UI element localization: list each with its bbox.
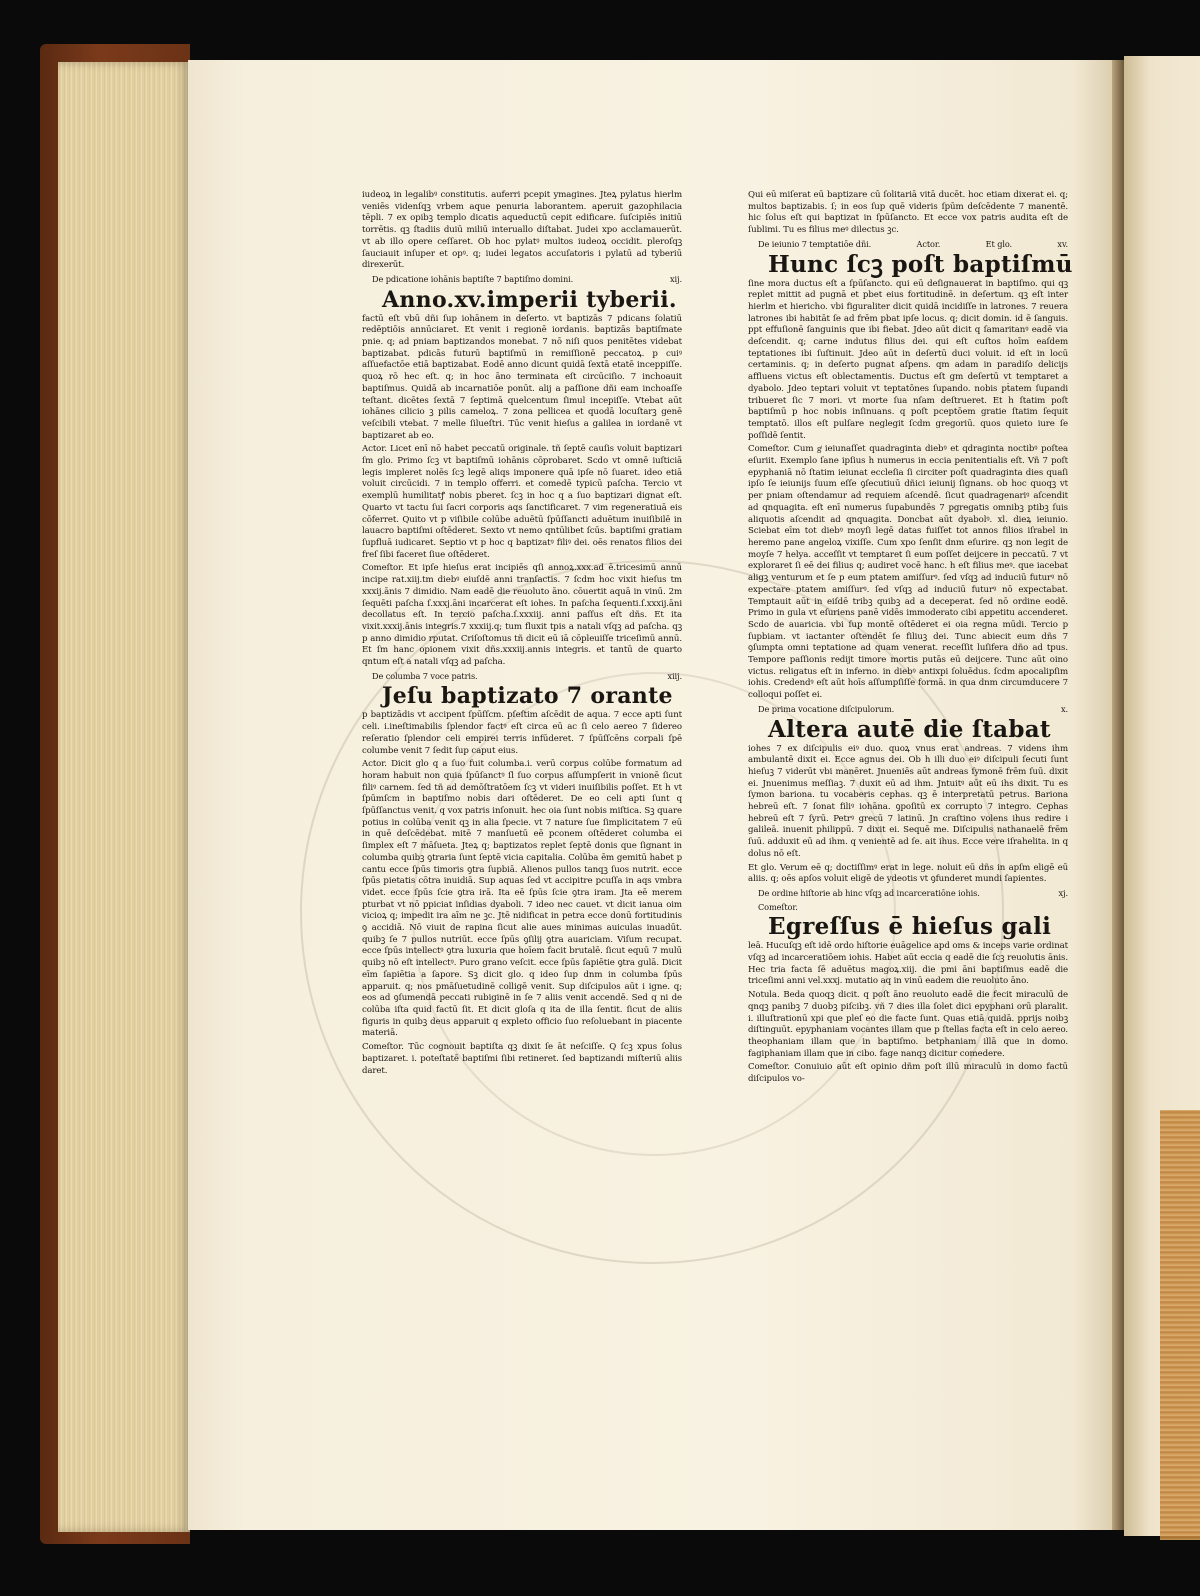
rubric-number: xj. bbox=[1058, 887, 1068, 898]
left-para-3: Comeſtor. Et ipſe hieſus erat incipiēs qſi annoꝝ.xxx.ad ē.tricesimū annū incipe rat.xiij.tm diebꝰ eiuſdē anni tranſactis. 7 ſcdm hoc vixit hieſus tm xxxij.ānis 7 dimidio. Nam eadē die reuoluto āno. cōuertit aquā in vinū. 2m ſequēti paſcha ſ.xxxj.āni incarcerat eſt iohes. In paſcha ſequenti.ſ.xxxij.āni decollatus eſt. In tercio paſcha.ſ.xxxiij. anni paſſus eſt dñs. Et ita vixit.xxxij.ānis integris.7 xxxiij.q; tum fluxit tpis a natali vſqꝫ ad paſcha. qꝫ p anno dimidio rputat. Criſoſtomus tñ dicit eū iā cōpleuiſſe triceſimū annū. Et ſm hanc opionem vixit dñs.xxxiij.annis integris. et tantū de quarto qntum eſt a natali vſqꝫ ad paſcha. bbox=[362, 563, 682, 668]
right-para-3: iohes 7 ex diſcipulis eiꝰ duo. quoꝝ vnus erat andreas. 7 videns ihm ambulantē dixit ei. Ecce agnus dei. Ob h illi duo eiꝰ diſcipuli ſecuti ſunt hieſuꝫ 7 viderūt vbi manēret. Jnueniēs aūt andreas ſymonē frēm ſuū. dixit ei. Jnuenimus meſſiaꝫ. 7 duxit eū ad ihm. Jntuitꝰ aūt eū ihs dixit. Tu es ſymon bariona. tu vocaberis cephas. qꝫ ē interpretatū petrus. Bariona hebreū eſt. 7 ſonat filiꝰ iohāna. ꝯpoſitū ex corrupto 7 integro. Cephas hebreū eſt 7 ſyrū. Petrꝰ grecū 7 latinū. Jn craſtino volens ihus redire i galileā. inuenit philippū. 7 dixit ei. Sequē me. Diſcipulis nathanaelē frēm ſuū. adduxit eū ad ihm. q venientē ad ſe. ait ihus. Ecce vere iſrahelita. in q dolus nō eſt. bbox=[748, 743, 1068, 859]
right-rubric-2 bbox=[748, 704, 1068, 716]
left-para-2: Actor. Licet enī nō habet peccatū originale. tñ ſeptē cauſis voluit baptizari ſm glo. Primo ſcꝫ vt baptiſmū iohānis cōprobaret. Scdo vt omnē iuſticiā legis impleret nolēs ſcꝫ legē aliqs imponere quā ipſe nō ſuaret. ideo etiā voluit circūcidi. 7 in templo offerri. et comedē typicū paſcha. Tercio vt exemplū humilitatꝭ nobis pberet. ſcꝫ in hoc q a ſuo baptizari dignat eſt. Quarto vt tactu ſui ſacri corporis aqs ſanctificaret. 7 vim regeneratiuā eis cōferret. Quito vt p viſibile colūbe aduētū ſpūſſancti aduētum inuiſibilē in lauacro baptiſmi oſtēderet. Sexto vt nemo qntūlibet ſcūs. baptiſmi gratiam ſupfluā iudicaret. Septio vt p hoc q baptizatꝰ filiꝰ dei. oēs renatos filios dei freſ ſibi faceret ſiue oſtēderet. bbox=[362, 444, 682, 560]
rubric-number: xij. bbox=[670, 273, 682, 284]
chapter-heading-2: Jeſu baptizato 7 orante bbox=[382, 683, 673, 710]
right-text-column bbox=[748, 190, 1073, 1088]
rubric-label: De ordine hiſtorie ab hinc vſqꝫ ad incarceratiōne iohis. bbox=[758, 887, 980, 898]
right-para-6: Notula. Beda quoqꝫ dicit. q poſt āno reuoluto eadē die fecit miraculū de qnqꝫ panibꝫ 7 duobꝫ piſcibꝫ. vñ 7 dies illa ſolet dici epyphani orū plaralit. i. illuſtrationū xpi que pleſ eo die facte ſunt. Quas etiā quidā. pprijs noibꝫ diſtinguūt. epyphaniam vocantes illam que p ſtellas facta eſt in celo aereo. theophaniam illam que in baptiſmo. betphaniam illā que in domo. fagiphaniam illam que in cibo. fage nanqꝫ dicitur comedere. bbox=[748, 990, 1068, 1059]
rubric-label: De ieiunio 7 temptatiōe dñi. bbox=[758, 238, 872, 249]
left-para-6: Comeſtor. Tūc cognouit baptiſta qꝫ dixit ſe āt neſciſſe. Q ſcꝫ xpus ſolus baptizaret. i. poteſtatē baptiſmi ſibi retineret. ſed baptizandi miſteriū aliis daret. bbox=[362, 1042, 682, 1076]
chapter-heading-1: Anno.xv.imperii tyberii. bbox=[382, 286, 677, 313]
chapter-heading-3: Hunc ſcꝫ poſt baptiſmū bbox=[768, 250, 1073, 278]
rubric-number: xiij. bbox=[667, 670, 682, 681]
rubric-label: De columba 7 voce patris. bbox=[372, 670, 478, 681]
left-para-5: Actor. Dicit glo q a ſuo fuit columba.i. verū corpus colūbe formatum ad horam habuit non quia ſpūſanctꝰ ſl ſuo corpus aſſumpſerit in vnionē ſicut filiꝰ carnem. ſed tñ ad demōſtratōem ſcꝫ vt videri inuiſibilis poſſet. Et h vt ſpūmſcm in baptiſmo nobis dari oſtēderet. De eo celi apti ſunt q ſpūſſanctus venit. q vox patris inſonuit. hec oia ſunt nobis miſtica. Sꝫ quare potius in colūba venit qꝫ in alia ſpecie. vt 7 nature ſue ſimplicitatem 7 eū in quē deſcēdebat. mitē 7 manſuetū eē pconem oſtēderet columba ei ſimplex eſt 7 māſueta. Jteꝝ q; baptizatos replet ſeptē donis que ſignant in columba quibꝫ ꝯtraria ſunt ſeptē vicia capitalia. Colūba ēm gemitū habet p cantu ecce ſpūs timoris ꝯtra ſupbiā. Alienos pullos tanqꝫ ſuos nutrit. ecce ſpūs pietatis cōtra inuidiā. Sup aquas ſed vt accipitre pcuſſa in aqs vmbra videt. ecce ſpūs ſcie ꝯtra irā. Ita eē ſpūs ſcie ꝯtra iram. Jta eē merem pturbat vt nō ppiciat inſidias dyaboli. 7 ideo nec cauet. vt dicit ianua oim vicioꝝ q; impedit ira aīm ne ꝫc. Jtē nidificat in petra ecce donū fortitudinis ꝯ accidiā. Nō viuit de rapina ſicut alie aues minimas auiculas inuadūt. quibꝫ ſe 7 pullos nutriūt. ecce ſpūs ꝯſilij ꝯtra auariciam. Viſum recupat. ecce ſpūs intellectꝰ ꝯtra luxuria que hoīem facit brutalē. ſicut equū 7 mulū quibꝫ nō eſt intellectꝰ. Puro grano veſcit. ecce ſpūs ſapiētie ꝯtra gulā. Dicit eīm ſapiētia a ſapore. Sꝫ dicit glo. q ideo ſup dnm in columba ſpūs apparuit. q; nos pmāſuetudinē colligē venit. Sup diſcipulos aūt i igne. q; eos ad ꝯſumendā peccati rubiginē in ſe 7 aliis venit accendē. Sed q ni de colūba iſta quid factū ſit. Et dicit gloſa q ita de illa ſentit. ſicut de aliis figuris in quibꝫ deus apparuit q expleto officio ſuo reſoluebant in piacente materiā. bbox=[362, 759, 682, 1039]
right-rubric-3b bbox=[748, 902, 1068, 914]
left-text-column bbox=[362, 190, 682, 1079]
page-edges bbox=[58, 62, 190, 1532]
rubric-number: x. bbox=[1060, 703, 1068, 714]
right-para-1: ſine mora ductus eſt a ſpūſancto. qui eū deſignauerat in baptiſmo. qui qꝫ replet mittit ad pugnā et pbet eius fortitudinē. in deſertum. qꝫ eſt inter hierlm et hiericho. vbi figuraliter dicit quidā incidiſſe in latrones. 7 reuera latrones ibi habitāt ſe ad frēm pbat ipſe locus. q; dicit domin. id ē ſanguis. ppt effuſionē ſanguinis que ibi fiebat. Jdeo aūt dicit q ſamaritanꝰ eadē via deſcendit. q; carne indutus filius dei. qui eſt cuſtos hoīm eaſdem teptationes ibi ſuſtinuit. Jdeo aūt in deſertū duci voluit. id eſt in locū certaminis. q; in deſerto pugnat aſpens. qm adam in paradiſo delicijs affluens victus eſt oblectamentis. Ductus eſt gm deſertū vt temptaret a dyabolo. Jdeo teptari voluit vt teptatōnes ſupando. nobis pṫatem ſupandi tribueret ſic 7 mori. vt morte ſua nſam deſtrueret. Et h ſtatim poſt baptiſmū p hoc nobis inſinuans. q poſt pceptōem gratie ſtatim ſequit temptatō. illos eſt pulſare neglegit ſcdm gregoriū. quos quieto iure ſe poſſidē ſentit. bbox=[748, 278, 1068, 441]
left-intro: iudeoꝝ in legalibꝰ constitutis. auferri pcepit ymagines. Jteꝝ pylatus hierlm veniēs videnſqꝫ vrbem aque penuria laborantem. aperuit gazophilacia tēpli. 7 ex opibꝫ templo dicatis aqueductū cepit edificare. ſuſcipiēs initiū torrētis. qꝫ ſtadiis duiū miliū interuallo diſtabat. Judei xpo acclamauerūt. vt ab illo opere ceſſaret. Ob hoc pylatꝰ multos iudeoꝝ occidit. pleroſqꝫ ſauciauit inſuper et opꝰ. q; iudei legatos accuſatoris i pylatū ad tyberiū direxerūt. bbox=[362, 190, 682, 271]
rubric-label: Comeſtor. bbox=[758, 901, 798, 912]
rubric-actor: Actor. bbox=[916, 238, 941, 249]
rubric-label: De prima vocatione diſcipulorum. bbox=[758, 703, 895, 714]
left-rubric-1 bbox=[362, 274, 682, 286]
left-para-4: p baptizādis vt accipent ſpūſſcm. pſeſtim aſcēdit de aqua. 7 ecce apti ſunt celi. i.ineſtimabilis ſplendor factꝰ eſt circa eū ac ſi celo aereo 7 ſidereo reſeratio ſplendor celi empirei terris infūderet. 7 ſpūſſcēns corpali ſpē columbe venit 7 ſedit ſup caput eius. bbox=[362, 710, 682, 756]
left-para-1: factū eſt vbū dñi ſup iohānem in deſerto. vt baptizās 7 pdicans ſolatiū redēptiōis annūciaret. Et venit i regionē iordanis. baptizās baptiſmate pnie. q; ad pniam baptizandos monebat. 7 nō niſi quos penitētes videbat baptizabat. pdicās futurū baptiſmū in remiſſionē peccatoꝝ. p cuiꝰ aſſuefactōe etiā baptizabat. Eodē anno dicunt quidā ſextā etatē inceppiſſe. quoꝝ rō hec eſt. q; in hoc āno terminata eſt circūciſio. 7 inchoauit baptiſmus. Quidā ab incarnatiōe ponūt. alij a paſſione dñi eam inchoaſſe teſtant. dicētes ſextā 7 ſeptimā quelcentum ſimul incepiſſe. Vtebat aūt iohānes cilicio ꝫ pilis cameloꝝ. 7 zona pellicea et quodā locuſtarꝫ genē veſcibili vtebat. 7 melle ſilueſtri. Tūc venit hieſus a galilea in iordanē vt baptizaret ab eo. bbox=[362, 313, 682, 441]
right-rubric-3 bbox=[748, 888, 1068, 900]
rubric-label: De pdicatione iohānis baptiſte 7 baptiſmo domini. bbox=[372, 273, 574, 284]
right-para-7: Comeſtor. Conuiuio aūt eſt opinio dñm poſt illū miraculū in domo factū diſcipulos vo- bbox=[748, 1062, 1068, 1085]
rubric-number: xv. bbox=[1057, 238, 1068, 249]
gilt-edge bbox=[1160, 1110, 1200, 1540]
left-rubric-2 bbox=[362, 671, 682, 683]
rubric-glo: Et glo. bbox=[985, 238, 1013, 249]
right-para-4: Et glo. Verum eē q; doctiſſimꝰ erat in lege. noluit eū dñs in apſm eligē eū aliis. q; oēs apſos voluit eligē de ydeotis vt ꝯfunderet mundi ſapientes. bbox=[748, 862, 1068, 885]
chapter-heading-4: Altera autē die ſtabat bbox=[768, 715, 1051, 743]
right-para-5: leā. Hucuſqꝫ eſt idē ordo hiſtorie euāgelice apd oms & inceps varie ordinat vſqꝫ ad incarceratiōem iohis. Habet aūt eccia q eadē die ſcꝫ reuolutis ānis. Hec tria facta ſē aduētus magoꝝ.xiij. die pmi āni baptiſmus eadē die triceſimi anni vel.xxxj. mutatio aq in vinū eadem die reuoluto āno. bbox=[748, 941, 1068, 987]
right-intro: Qui eū miſerat eū baptizare cū ſolitariā vitā ducēt. hoc etiam dixerat ei. q; multos baptizabis. ſ; in eos ſup quē videris ſpūm deſcēdente 7 manentē. hic ſolus eſt qui baptizat in ſpūſancto. Et ecce vox patris audita eſt de ſublimi. Tu es filius meꝰ dilectus ꝫc. bbox=[748, 190, 1068, 236]
right-rubric-1 bbox=[748, 239, 1068, 251]
chapter-heading-5: Egreſſus ē hieſus gali bbox=[768, 913, 1052, 941]
right-para-2: Comeſtor. Cum gͥ ieiunaſſet quadraginta diebꝰ et qdraginta noctibꝰ poſtea eſuriit. Exemplo ſane ipſius h numerus in eccia penitentialis eſt. Vñ 7 poſt epyphaniā nō ſtatim ieiunat eccleſia ſi circiter poſt quadraginta dies quaſi ipſo ſe ieiunijs ſuum eſſe ꝯſecutiuū dñici ieiunij ſignans. ob hoc quoqꝫ vt per pniam oſtendamur ad requiem aſcendē. ſicut quadragenariꝰ aſcendit ad qnquagita. eſt enī numerus ſupabundēs 7 pgregatis omnibꝫ ptibꝫ ſuis aliquotis aſcendit ad qnquagita. Doncbat aūt dyabolꝰ. xl. dieꝝ ieiunio. Sciebat eīm tot diebꝰ moyſi legē datas fuiſſet tot annos filios iſrabel in heremo pane angeloꝝ vixiſſe. Cum xpo ſenſit dnm eſurire. qꝫ non legit de moyſe 7 helya. acceſſit vt temptaret ſi eum poſſet deijcere in peccatū. 7 vt exploraret ſi eē dei filius q; audiret vocē hanc. h eſt filius meꝰ. que iacebat aligꝫ venturum et ſe p eum ptatem amiſſurꝰ. ſed vſqꝫ ad induciū futurꝰ nō expectare ptatem amiſſurꝰ. ſed vſqꝫ ad induciū futurꝰ nō expectabat. Temptauit aūt in eiſdē tribꝫ quibꝫ ad a deceperat. ſed nō ordine eodē. Primo in gula vt eſuriens panē vidēs immoderato cibi appetitu accenderet. Scdo de auaricia. vbi ſup montē oſtēderet ei oia regna mūdi. Tercio p ſupbiam. vt iactanter oſtendēt ſe filiuꝫ dei. Tunc abiecit eum dñs 7 ꝯſumpta omni teptatione ad quam venerat. receſſit luſifera dño ad tpus. Tempore paſſionis redijt timore mortis putās eū deijcere. Tunc aūt oino victus. religatus eſt in inferno. in diebꝰ antixpi ſoluēdus. ſcdm apocalipſim iohis. Credendꝰ eſt aūt hoīs aſſumpſiſſe formā. in qua dnm circumducere 7 colloqui poſſet ei. bbox=[748, 444, 1068, 701]
